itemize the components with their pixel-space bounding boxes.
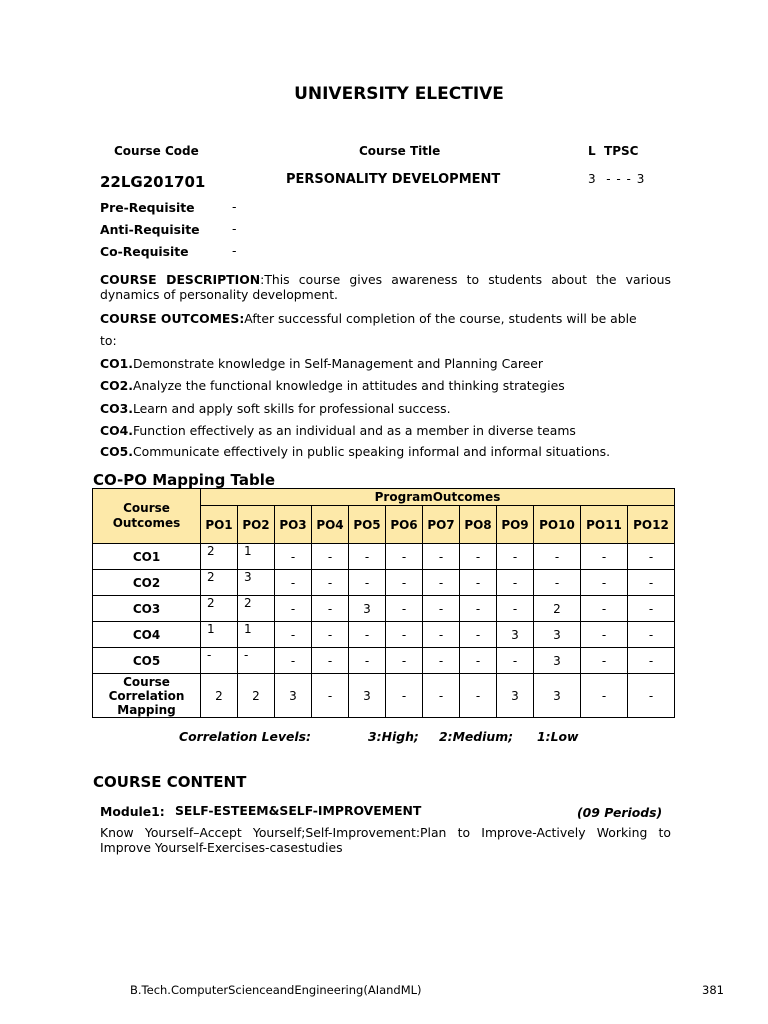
table-row bbox=[93, 622, 675, 648]
mapping-cell bbox=[628, 648, 675, 674]
mapping-value: - bbox=[401, 601, 407, 616]
mapping-value: 1 bbox=[244, 622, 252, 636]
anti-requisite-label: Anti-Requisite bbox=[100, 222, 200, 237]
mapping-value: - bbox=[438, 653, 444, 668]
mapping-value: - bbox=[290, 575, 296, 590]
mapping-cell bbox=[275, 622, 312, 648]
mapping-value: - bbox=[290, 549, 296, 564]
outcome-item bbox=[100, 378, 565, 393]
mapping-cell bbox=[238, 622, 275, 648]
mapping-value: - bbox=[648, 549, 654, 564]
outcome-code: CO4. bbox=[100, 423, 133, 438]
mapping-value: 2 bbox=[244, 596, 252, 610]
mapping-cell bbox=[497, 544, 534, 570]
mapping-value: - bbox=[290, 601, 296, 616]
table-row bbox=[93, 648, 675, 674]
mapping-cell bbox=[423, 648, 460, 674]
course-outcomes-intro bbox=[100, 311, 637, 326]
outcome-item bbox=[100, 444, 610, 459]
mapping-value: - bbox=[648, 627, 654, 642]
mapping-cell bbox=[312, 544, 349, 570]
mapping-value: - bbox=[554, 549, 560, 564]
mapping-cell bbox=[312, 596, 349, 622]
co-po-mapping-table bbox=[92, 488, 675, 718]
po-header: PO2 bbox=[238, 506, 275, 544]
outcome-item bbox=[100, 423, 576, 438]
mapping-cell bbox=[423, 596, 460, 622]
table-row bbox=[93, 570, 675, 596]
outcome-text: Demonstrate knowledge in Self-Management and Planning Career bbox=[132, 356, 544, 371]
po-header: PO8 bbox=[460, 506, 497, 544]
mapping-cell bbox=[497, 596, 534, 622]
outcome-code: CO1. bbox=[100, 356, 133, 371]
mapping-cell bbox=[534, 622, 581, 648]
correlation-value: - bbox=[423, 674, 460, 718]
mapping-cell bbox=[460, 570, 497, 596]
ltpsc-values: 3 - - - 3 bbox=[588, 172, 646, 186]
module-text: Know Yourself–Accept Yourself;Self-Improvement:Plan to Improve-Actively Working to Improve Yourself-Exercises-casestudies bbox=[100, 825, 671, 855]
mapping-value: 1 bbox=[244, 544, 252, 558]
mapping-cell bbox=[497, 622, 534, 648]
correlation-row-label: Course Correlation Mapping bbox=[93, 674, 201, 718]
course-title: PERSONALITY DEVELOPMENT bbox=[286, 172, 501, 187]
mapping-heading: CO-PO Mapping Table bbox=[93, 471, 276, 489]
course-title-header: Course Title bbox=[359, 144, 441, 158]
mapping-value: - bbox=[512, 653, 518, 668]
mapping-cell bbox=[497, 648, 534, 674]
mapping-value: - bbox=[648, 601, 654, 616]
mapping-value: 3 bbox=[553, 627, 561, 642]
ltpsc-header: L TPSC bbox=[588, 144, 639, 158]
mapping-cell bbox=[581, 544, 628, 570]
mapping-cell bbox=[349, 596, 386, 622]
mapping-value: - bbox=[438, 549, 444, 564]
table-row bbox=[93, 596, 675, 622]
mapping-cell bbox=[349, 622, 386, 648]
mapping-value: 2 bbox=[553, 601, 561, 616]
table-row bbox=[93, 544, 675, 570]
correlation-value: - bbox=[581, 674, 628, 718]
footer-page-number: 381 bbox=[702, 983, 724, 997]
po-header: PO6 bbox=[386, 506, 423, 544]
course-outcomes-label: COURSE OUTCOMES: bbox=[100, 311, 245, 326]
mapping-cell bbox=[275, 648, 312, 674]
mapping-cell bbox=[581, 570, 628, 596]
mapping-cell bbox=[349, 648, 386, 674]
mapping-value: 3 bbox=[511, 627, 519, 642]
mapping-value: - bbox=[327, 601, 333, 616]
mapping-value: - bbox=[648, 653, 654, 668]
outcome-text: Communicate effectively in public speaking informal and informal situations. bbox=[132, 444, 611, 459]
mapping-value: - bbox=[290, 627, 296, 642]
correlation-value: - bbox=[386, 674, 423, 718]
mapping-cell bbox=[628, 570, 675, 596]
module-label: Module1: bbox=[100, 804, 165, 819]
mapping-cell bbox=[386, 648, 423, 674]
mapping-cell bbox=[386, 622, 423, 648]
mapping-cell bbox=[386, 544, 423, 570]
course-code-header: Course Code bbox=[114, 144, 199, 158]
po-header: PO12 bbox=[628, 506, 675, 544]
correlation-value: 3 bbox=[497, 674, 534, 718]
mapping-value: - bbox=[327, 575, 333, 590]
mapping-value: - bbox=[401, 653, 407, 668]
mapping-value: - bbox=[512, 549, 518, 564]
po-header: PO5 bbox=[349, 506, 386, 544]
mapping-value: - bbox=[244, 648, 249, 662]
mapping-cell bbox=[275, 596, 312, 622]
mapping-cell bbox=[628, 544, 675, 570]
co-label: CO5 bbox=[93, 648, 201, 674]
correlation-value: 2 bbox=[238, 674, 275, 718]
mapping-value: - bbox=[438, 627, 444, 642]
mapping-cell bbox=[201, 622, 238, 648]
co-label: CO3 bbox=[93, 596, 201, 622]
po-header: PO4 bbox=[312, 506, 349, 544]
co-label: CO4 bbox=[93, 622, 201, 648]
mapping-cell bbox=[460, 596, 497, 622]
mapping-value: - bbox=[512, 575, 518, 590]
mapping-cell bbox=[497, 570, 534, 596]
po-header: PO9 bbox=[497, 506, 534, 544]
mapping-cell bbox=[275, 570, 312, 596]
mapping-cell bbox=[201, 544, 238, 570]
mapping-cell bbox=[201, 648, 238, 674]
mapping-cell bbox=[534, 570, 581, 596]
outcome-text: Function effectively as an individual and as a member in diverse teams bbox=[132, 423, 576, 438]
mapping-cell bbox=[312, 622, 349, 648]
mapping-value: - bbox=[475, 653, 481, 668]
outcome-code: CO3. bbox=[100, 401, 133, 416]
pre-requisite-value: - bbox=[232, 199, 237, 214]
mapping-value: - bbox=[327, 549, 333, 564]
outcome-item bbox=[100, 356, 543, 371]
mapping-value: 2 bbox=[207, 544, 215, 558]
mapping-value: - bbox=[601, 575, 607, 590]
mapping-value: - bbox=[601, 627, 607, 642]
mapping-value: - bbox=[601, 653, 607, 668]
co-requisite-label: Co-Requisite bbox=[100, 244, 189, 259]
mapping-value: - bbox=[401, 549, 407, 564]
course-outcomes-header: Course Outcomes bbox=[93, 489, 201, 544]
mapping-value: 3 bbox=[363, 601, 371, 616]
mapping-cell bbox=[460, 622, 497, 648]
mapping-cell bbox=[581, 596, 628, 622]
correlation-level-high: 3:High; bbox=[368, 729, 419, 744]
correlation-value: - bbox=[628, 674, 675, 718]
mapping-value: - bbox=[327, 653, 333, 668]
mapping-value: - bbox=[601, 601, 607, 616]
mapping-value: 1 bbox=[207, 622, 215, 636]
course-description-text: :This course gives awareness to students about the various dynamics of personality development. bbox=[100, 272, 671, 302]
correlation-value: 3 bbox=[349, 674, 386, 718]
mapping-value: 2 bbox=[207, 570, 215, 584]
footer-program: B.Tech.ComputerScienceandEngineering(AIandML) bbox=[130, 983, 422, 997]
co-requisite-value: - bbox=[232, 243, 237, 258]
po-header: PO1 bbox=[201, 506, 238, 544]
course-code: 22LG201701 bbox=[100, 173, 206, 191]
mapping-value: - bbox=[207, 648, 212, 662]
correlation-value: - bbox=[460, 674, 497, 718]
mapping-cell bbox=[201, 570, 238, 596]
mapping-value: - bbox=[364, 653, 370, 668]
mapping-value: - bbox=[364, 627, 370, 642]
mapping-cell bbox=[628, 622, 675, 648]
correlation-value: 3 bbox=[534, 674, 581, 718]
anti-requisite-value: - bbox=[232, 221, 237, 236]
mapping-cell bbox=[423, 544, 460, 570]
mapping-value: - bbox=[364, 549, 370, 564]
course-description bbox=[100, 272, 671, 302]
po-header: PO7 bbox=[423, 506, 460, 544]
mapping-cell bbox=[534, 596, 581, 622]
mapping-cell bbox=[423, 622, 460, 648]
course-content-heading: COURSE CONTENT bbox=[93, 773, 247, 791]
table-row bbox=[93, 674, 675, 718]
po-header: PO10 bbox=[534, 506, 581, 544]
correlation-levels-label: Correlation Levels: bbox=[179, 729, 312, 744]
mapping-cell bbox=[312, 648, 349, 674]
mapping-cell bbox=[386, 570, 423, 596]
mapping-cell bbox=[460, 544, 497, 570]
mapping-cell bbox=[349, 544, 386, 570]
pre-requisite-label: Pre-Requisite bbox=[100, 200, 195, 215]
mapping-cell bbox=[460, 648, 497, 674]
program-outcomes-header: ProgramOutcomes bbox=[201, 489, 675, 506]
mapping-cell bbox=[312, 570, 349, 596]
correlation-level-medium: 2:Medium; bbox=[439, 729, 514, 744]
mapping-value: 3 bbox=[244, 570, 252, 584]
mapping-cell bbox=[534, 544, 581, 570]
module-periods: (09 Periods) bbox=[577, 805, 663, 820]
mapping-value: - bbox=[438, 601, 444, 616]
mapping-cell bbox=[423, 570, 460, 596]
correlation-value: 2 bbox=[201, 674, 238, 718]
mapping-value: - bbox=[648, 575, 654, 590]
page-title: UNIVERSITY ELECTIVE bbox=[294, 84, 504, 104]
mapping-cell bbox=[349, 570, 386, 596]
outcome-text: Learn and apply soft skills for professional success. bbox=[132, 401, 451, 416]
mapping-value: - bbox=[475, 601, 481, 616]
mapping-cell bbox=[275, 544, 312, 570]
mapping-cell bbox=[201, 596, 238, 622]
mapping-cell bbox=[534, 648, 581, 674]
co-label: CO1 bbox=[93, 544, 201, 570]
mapping-value: - bbox=[401, 627, 407, 642]
outcome-code: CO5. bbox=[100, 444, 133, 459]
mapping-value: - bbox=[601, 549, 607, 564]
mapping-cell bbox=[238, 544, 275, 570]
mapping-value: 3 bbox=[553, 653, 561, 668]
course-outcomes-intro-text: After successful completion of the course, students will be able bbox=[244, 311, 637, 326]
mapping-value: - bbox=[475, 549, 481, 564]
outcome-code: CO2. bbox=[100, 378, 133, 393]
correlation-value: 3 bbox=[275, 674, 312, 718]
po-header: PO3 bbox=[275, 506, 312, 544]
correlation-value: - bbox=[312, 674, 349, 718]
po-header: PO11 bbox=[581, 506, 628, 544]
mapping-cell bbox=[238, 648, 275, 674]
module-title: SELF-ESTEEM&SELF-IMPROVEMENT bbox=[175, 803, 422, 818]
mapping-value: - bbox=[327, 627, 333, 642]
mapping-cell bbox=[581, 622, 628, 648]
mapping-cell bbox=[628, 596, 675, 622]
course-outcomes-intro-cont: to: bbox=[100, 333, 117, 348]
mapping-value: - bbox=[290, 653, 296, 668]
mapping-value: - bbox=[475, 575, 481, 590]
co-label: CO2 bbox=[93, 570, 201, 596]
course-description-label: COURSE DESCRIPTION bbox=[100, 272, 261, 287]
mapping-value: - bbox=[401, 575, 407, 590]
mapping-value: - bbox=[364, 575, 370, 590]
mapping-cell bbox=[238, 596, 275, 622]
mapping-value: 2 bbox=[207, 596, 215, 610]
mapping-cell bbox=[238, 570, 275, 596]
mapping-value: - bbox=[438, 575, 444, 590]
mapping-value: - bbox=[554, 575, 560, 590]
mapping-cell bbox=[581, 648, 628, 674]
mapping-value: - bbox=[475, 627, 481, 642]
correlation-level-low: 1:Low bbox=[537, 729, 579, 744]
mapping-cell bbox=[386, 596, 423, 622]
outcome-text: Analyze the functional knowledge in attitudes and thinking strategies bbox=[132, 378, 565, 393]
mapping-value: - bbox=[512, 601, 518, 616]
outcome-item bbox=[100, 401, 451, 416]
